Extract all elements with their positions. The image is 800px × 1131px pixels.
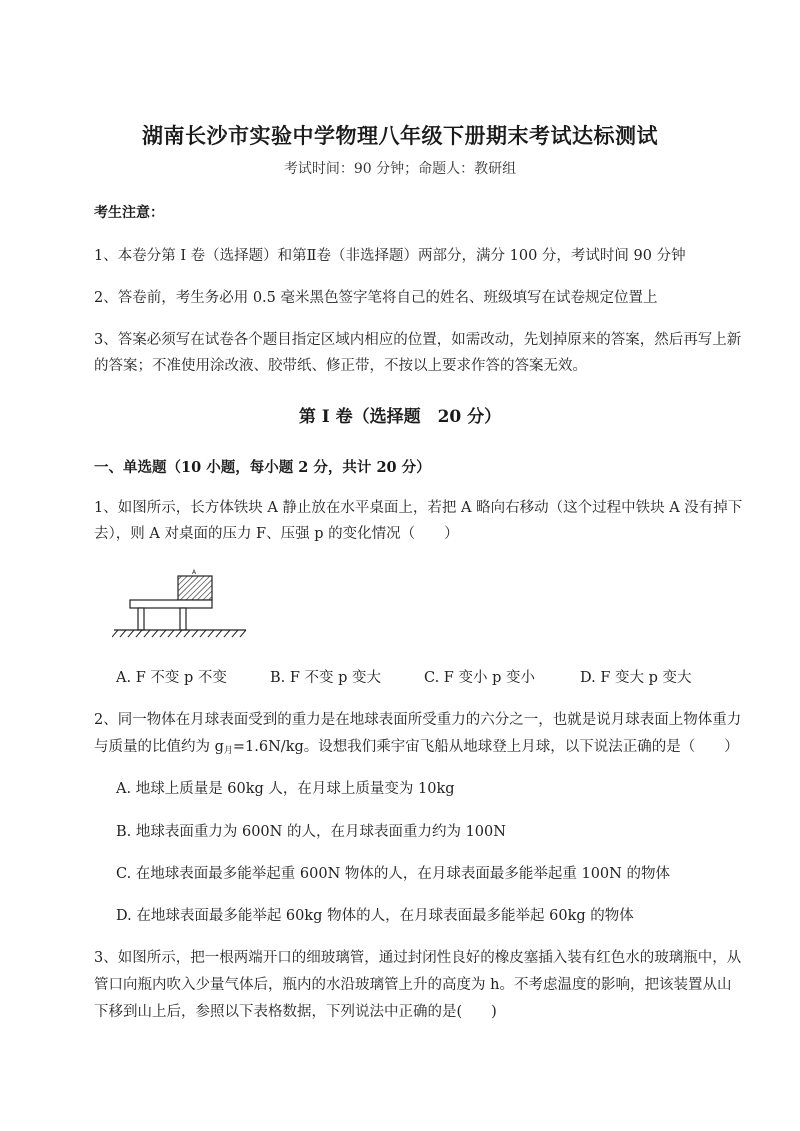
part-heading: 一、单选题（10 小题，每小题 2 分，共计 20 分） (94, 459, 431, 476)
q1-text-line1: 1、如图所示，长方体铁块 A 静止放在水平桌面上，若把 A 略向右移动（这个过程中铁块 A 没有掉下 (94, 500, 743, 516)
notice-item-3: 3、答案必须写在试卷各个题目指定区域内相应的位置，如需改动，先划掉原来的答案，然后再写上新 (94, 332, 742, 348)
block-a-label: A (192, 569, 197, 576)
q2-option-d: D. 在地球表面最多能举起 60kg 物体的人，在月球表面最多能举起 60kg 的物体 (116, 908, 634, 924)
ground-hatching (112, 630, 246, 637)
q1-option-a: A. F 不变 p 不变 (116, 670, 227, 686)
q1-text-line2: 去），则 A 对桌面的压力 F、压强 p 的变化情况（ ） (94, 526, 459, 542)
table-leg-right (180, 608, 186, 630)
notice-heading: 考生注意： (94, 205, 164, 221)
q3-text-line3: 下移到山上后，参照以下表格数据，下列说法中正确的是( ) (94, 1004, 497, 1020)
table-leg-left (138, 608, 144, 630)
q2-text-line2: 与质量的比值约为 $g_月=1.6N/kg$。设想我们乘宇宙飞船从地球登上月球，以下说法正确的是（ ） (94, 739, 739, 756)
q2-option-a: A. 地球上质量是 60kg 人，在月球上质量变为 10kg (116, 781, 455, 797)
table-block-diagram (112, 566, 252, 642)
q3-text-line2: 管口向瓶内吹入少量气体后，瓶内的水沿玻璃管上升的高度为 h。不考虑温度的影响，把该装置从山 (94, 977, 732, 993)
g-moon-subscript: 月 (223, 746, 233, 756)
q1-option-d: D. F 变大 p 变大 (580, 670, 692, 686)
table-top (130, 600, 212, 608)
q3-text-line1: 3、如图所示，把一根两端开口的细玻璃管，通过封闭性良好的橡皮塞插入装有红色水的玻璃瓶中，从 (94, 950, 742, 966)
exam-subtitle: 考试时间：90 分钟；命题人：教研组 (283, 161, 517, 177)
q2-option-b: B. 地球表面重力为 600N 的人，在月球表面重力约为 100N (116, 824, 506, 840)
q1-figure (112, 566, 252, 642)
q1-option-c: C. F 变小 p 变小 (424, 670, 535, 686)
q2-option-c: C. 在地球表面最多能举起重 600N 物体的人，在月球表面最多能举起重 100N 的物体 (116, 866, 670, 882)
notice-item-1: 1、本卷分第 I 卷（选择题）和第Ⅱ卷（非选择题）两部分，满分 100 分，考试时间 90 分钟 (94, 248, 686, 264)
section-title: 第 I 卷（选择题 20 分） (298, 407, 502, 427)
block-a (178, 576, 212, 600)
q1-option-b: B. F 不变 p 变大 (270, 670, 382, 686)
q2-text-line1: 2、同一物体在月球表面受到的重力是在地球表面所受重力的六分之一，也就是说月球表面上物体重力 (94, 712, 742, 728)
notice-item-3-cont: 的答案；不准使用涂改液、胶带纸、修正带，不按以上要求作答的答案无效。 (94, 358, 587, 374)
notice-item-2: 2、答卷前，考生务必用 0.5 毫米黑色签字笔将自己的姓名、班级填写在试卷规定位置上 (94, 290, 658, 306)
exam-title: 湖南长沙市实验中学物理八年级下册期末考试达标测试 (142, 123, 658, 148)
